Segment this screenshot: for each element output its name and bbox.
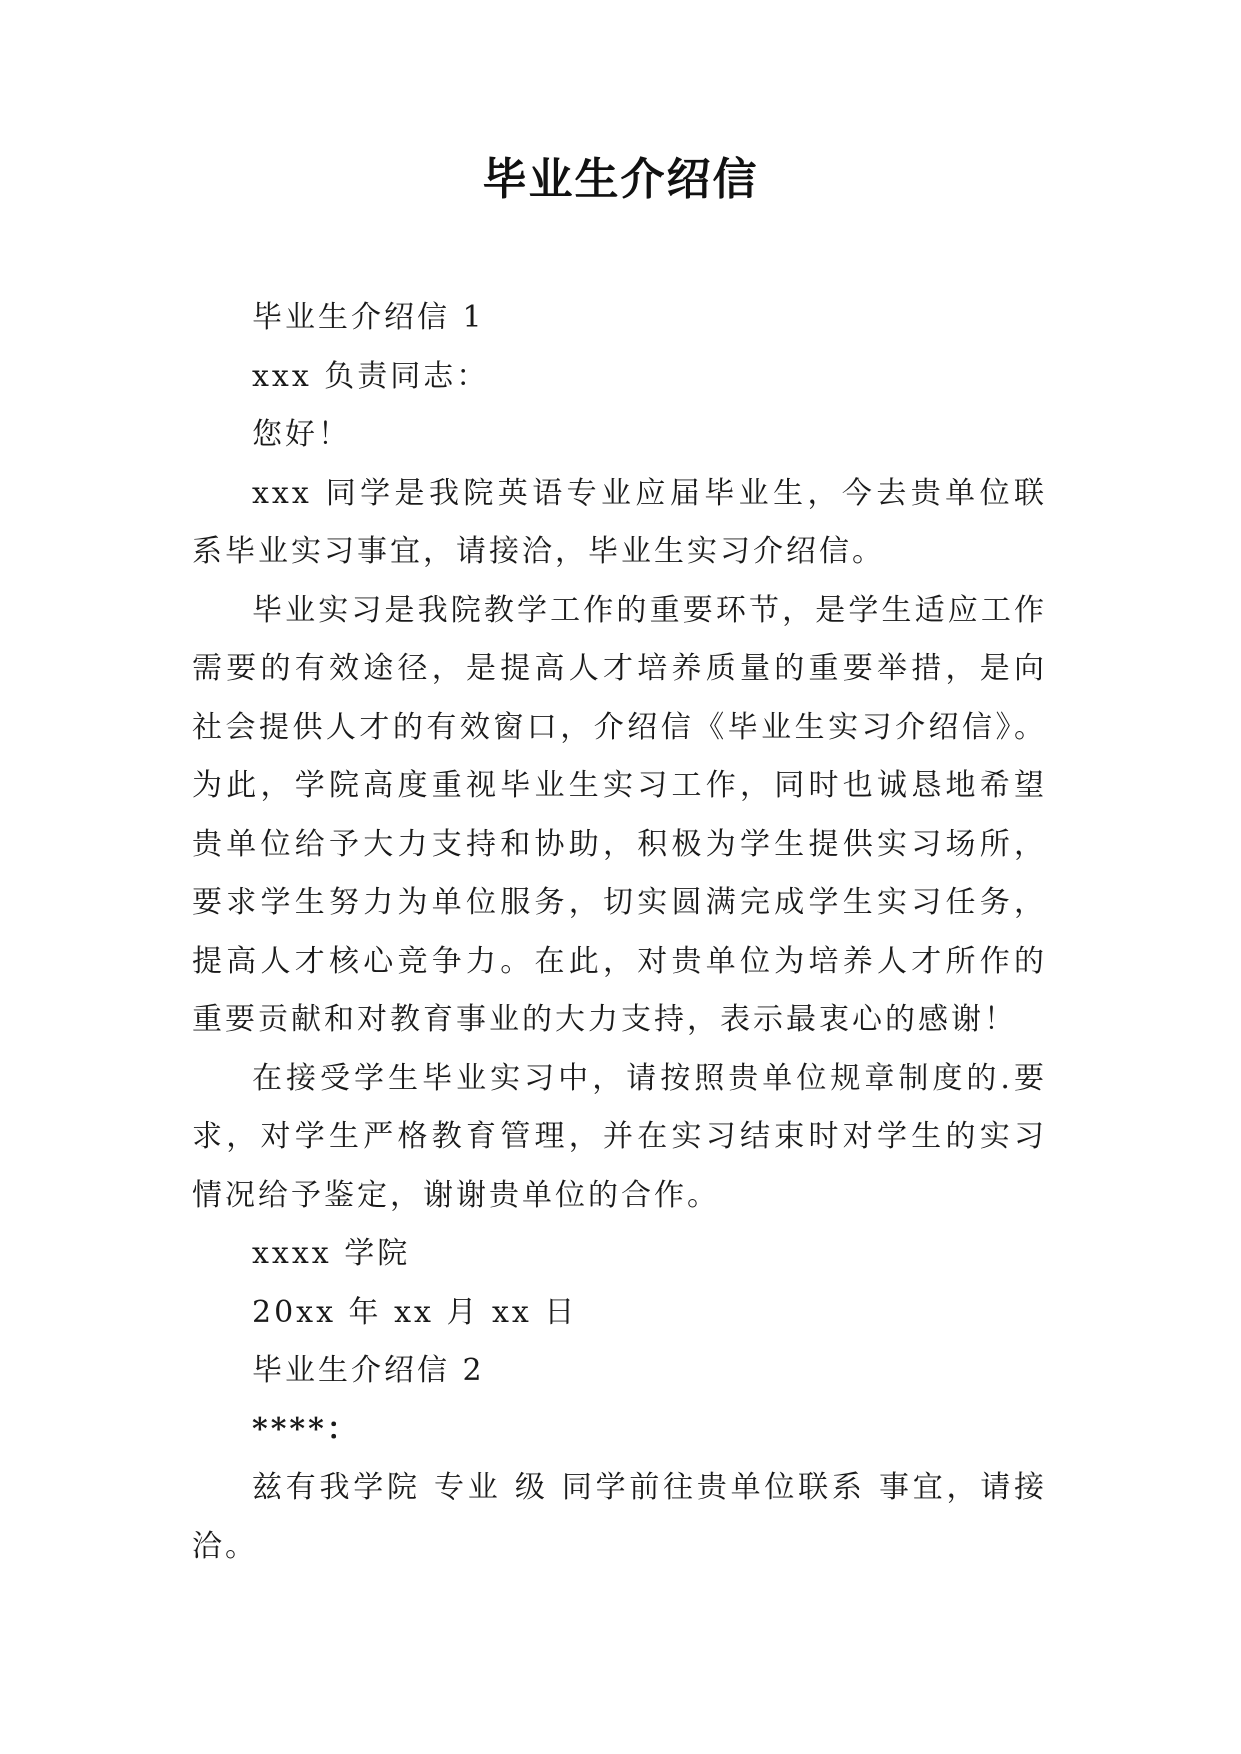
letter-1-paragraph-intro: xxx 同学是我院英语专业应届毕业生，今去贵单位联系毕业实习事宜，请接洽，毕业生实习介绍信。 xyxy=(192,475,1047,569)
document-body xyxy=(192,289,1047,1576)
letter-1-salutation: xxx 负责同志： xyxy=(252,358,490,394)
document-title: 毕业生介绍信 xyxy=(482,154,759,205)
letter-1-heading: 毕业生介绍信 1 xyxy=(252,300,485,335)
letter-2-paragraph-intro: 兹有我学院 专业 级 同学前往贵单位联系 事宜，请接洽。 xyxy=(192,1470,1047,1564)
letter-1-signature: xxxx 学院 xyxy=(252,1236,411,1271)
letter-2-salutation: ****： xyxy=(252,1411,360,1447)
letter-1-paragraph-importance: 毕业实习是我院教学工作的重要环节，是学生适应工作需要的有效途径，是提高人才培养质量的重要举措，是向社会提供人才的有效窗口，介绍信《毕业生实习介绍信》。为此，学院高度重视毕业生实习工作，同时也诚恳地希望贵单位给予大力支持和协助，积极为学生提供实习场所，要求学生努力为单位服务，切实圆满完成学生实习任务，提高人才核心竞争力。在此，对贵单位为培养人才所作的重要贡献和对教育事业的大力支持，表示最衷心的感谢！ xyxy=(192,592,1047,1037)
letter-1-date: 20xx 年 xx 月 xx 日 xyxy=(252,1294,578,1330)
letter-1-greeting: 您好！ xyxy=(252,417,351,452)
letter-2-heading: 毕业生介绍信 2 xyxy=(252,1353,485,1388)
letter-1-paragraph-request: 在接受学生毕业实习中，请按照贵单位规章制度的.要求，对学生严格教育管理，并在实习结束时对学生的实习情况给予鉴定，谢谢贵单位的合作。 xyxy=(192,1060,1047,1213)
